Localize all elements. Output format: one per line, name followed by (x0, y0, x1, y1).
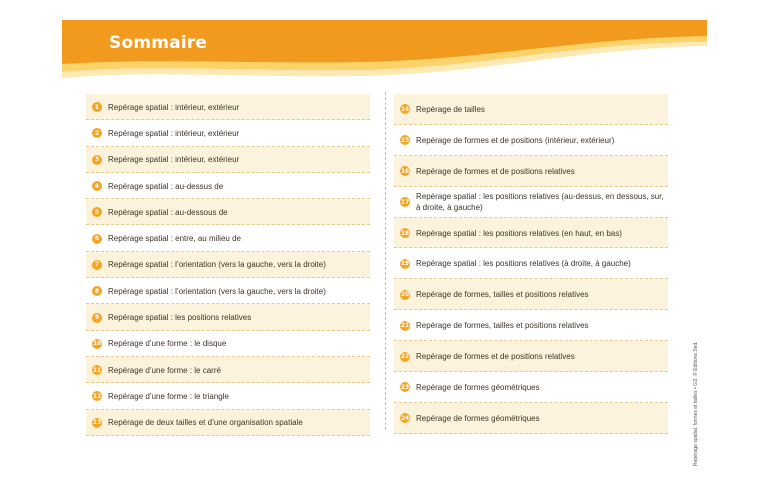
item-number-badge: 18 (400, 229, 410, 237)
item-label: Repérage de formes, tailles et positions relatives (416, 321, 589, 331)
item-label: Repérage spatial : les positions relatives (au-dessus, en dessous, sur, à droite, à gauche) (416, 192, 664, 213)
column-divider (385, 92, 386, 430)
list-item[interactable] (86, 173, 370, 199)
list-item[interactable] (394, 310, 668, 341)
item-label: Repérage spatial : l’orientation (vers la gauche, vers la droite) (108, 286, 326, 296)
item-label: Repérage de formes et de positions relatives (416, 166, 575, 176)
item-label: Repérage de formes et de positions (intérieur, extérieur) (416, 135, 615, 145)
list-item[interactable] (394, 279, 668, 310)
item-label: Repérage de formes géométriques (416, 413, 540, 423)
list-item[interactable] (86, 304, 370, 330)
item-number-badge: 13 (92, 419, 102, 427)
list-item[interactable] (86, 199, 370, 225)
item-label: Repérage spatial : les positions relatives (108, 313, 252, 323)
list-item[interactable] (86, 357, 370, 383)
item-number-badge: 21 (400, 322, 410, 330)
item-label: Repérage spatial : au-dessous de (108, 207, 228, 217)
item-number-badge: 16 (400, 167, 410, 175)
item-label: Repérage de formes géométriques (416, 382, 540, 392)
list-item[interactable] (86, 383, 370, 409)
list-item[interactable] (394, 156, 668, 187)
item-label: Repérage d’une forme : le carré (108, 365, 221, 375)
header-banner (62, 20, 707, 82)
item-number-badge: 19 (400, 260, 410, 268)
item-number-badge: 9 (92, 313, 102, 323)
item-number-badge: 22 (400, 353, 410, 361)
item-number-badge: 5 (92, 207, 102, 217)
list-item[interactable] (394, 125, 668, 156)
item-number-badge: 3 (92, 155, 102, 165)
copyright-note: Repérage spatial, formes et tailles • GS, © Éditions Sed. (693, 341, 699, 466)
item-number-badge: 20 (400, 291, 410, 299)
item-number-badge: 10 (92, 340, 102, 348)
item-label: Repérage spatial : les positions relatives (en haut, en bas) (416, 228, 622, 238)
page-title: Sommaire (109, 33, 208, 53)
list-item[interactable] (86, 278, 370, 304)
list-item[interactable] (394, 248, 668, 279)
list-item[interactable] (86, 225, 370, 251)
item-label: Repérage de formes et de positions relatives (416, 352, 575, 362)
item-label: Repérage d’une forme : le triangle (108, 391, 229, 401)
list-item[interactable] (86, 94, 370, 120)
item-number-badge: 24 (400, 414, 410, 422)
list-item[interactable] (394, 94, 668, 125)
item-number-badge: 11 (92, 366, 102, 374)
list-item[interactable] (394, 218, 668, 249)
list-item[interactable] (394, 187, 668, 218)
item-number-badge: 15 (400, 136, 410, 144)
item-label: Repérage spatial : intérieur, extérieur (108, 128, 240, 138)
item-label: Repérage de deux tailles et d’une organisation spatiale (108, 418, 303, 428)
contents-column-right (394, 94, 668, 434)
item-number-badge: 12 (92, 392, 102, 400)
item-number-badge: 17 (400, 198, 410, 206)
item-number-badge: 14 (400, 105, 410, 113)
item-number-badge: 23 (400, 383, 410, 391)
list-item[interactable] (86, 120, 370, 146)
item-label: Repérage spatial : intérieur, extérieur (108, 102, 240, 112)
item-label: Repérage de formes, tailles et positions relatives (416, 290, 589, 300)
list-item[interactable] (86, 252, 370, 278)
item-label: Repérage spatial : au-dessus de (108, 181, 224, 191)
item-label: Repérage spatial : l’orientation (vers la gauche, vers la droite) (108, 260, 326, 270)
item-label: Repérage spatial : intérieur, extérieur (108, 155, 240, 165)
item-label: Repérage spatial : entre, au milieu de (108, 234, 241, 244)
item-label: Repérage d’une forme : le disque (108, 339, 227, 349)
list-item[interactable] (86, 331, 370, 357)
list-item[interactable] (86, 410, 370, 436)
item-number-badge: 4 (92, 181, 102, 191)
item-number-badge: 6 (92, 234, 102, 244)
item-number-badge: 7 (92, 260, 102, 270)
contents-column-left (86, 94, 370, 436)
item-label: Repérage spatial : les positions relatives (à droite, à gauche) (416, 259, 631, 269)
item-number-badge: 2 (92, 128, 102, 138)
list-item[interactable] (394, 341, 668, 372)
list-item[interactable] (394, 403, 668, 434)
list-item[interactable] (86, 147, 370, 173)
list-item[interactable] (394, 372, 668, 403)
item-number-badge: 8 (92, 286, 102, 296)
item-number-badge: 1 (92, 102, 102, 112)
item-label: Repérage de tailles (416, 104, 485, 114)
